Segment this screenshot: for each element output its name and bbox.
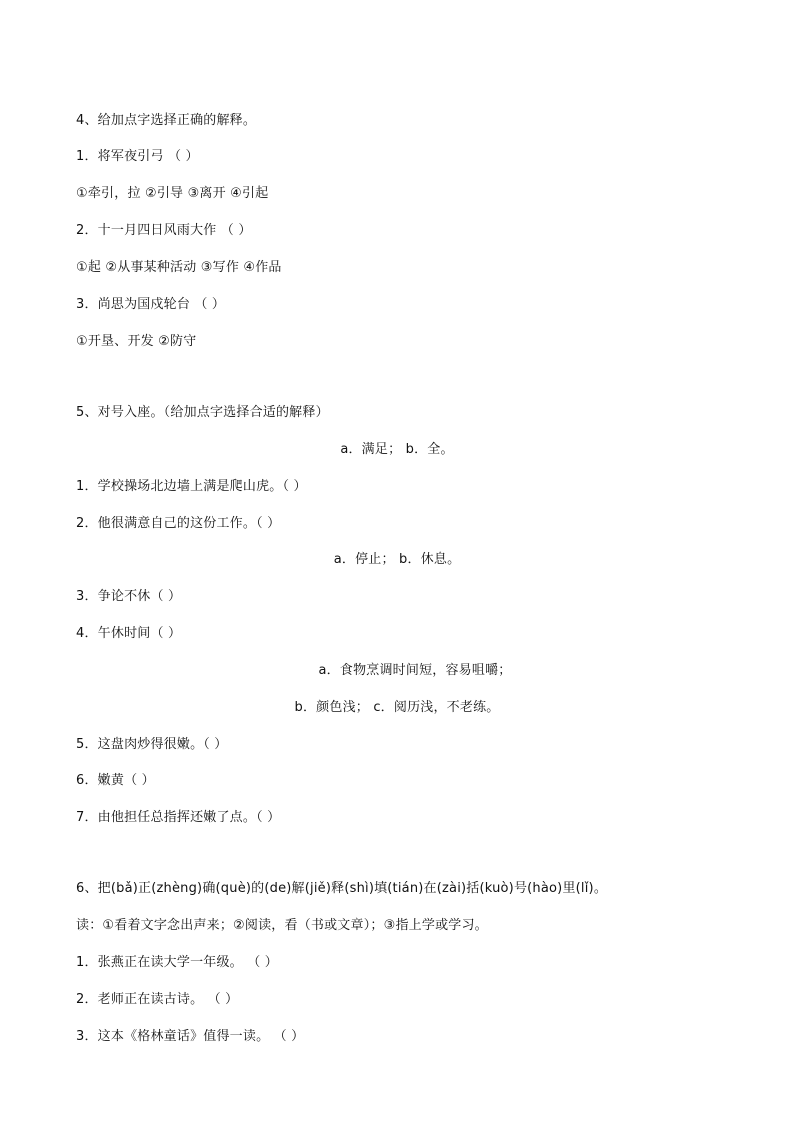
q4-options-2: ①起 ②从事某种活动 ③写作 ④作品 xyxy=(76,260,282,275)
q4-item-1: 1．将军夜引弓 （ ） xyxy=(76,149,199,164)
q6-item-1: 1．张燕正在读大学一年级。 （ ） xyxy=(76,955,278,970)
q6-item-2: 2．老师正在读古诗。 （ ） xyxy=(76,992,239,1007)
q4-item-2: 2．十一月四日风雨大作 （ ） xyxy=(76,223,252,238)
q4-options-3: ①开垦、开发 ②防守 xyxy=(76,334,197,349)
q5-meaning-1: a．满足； b．全。 xyxy=(340,442,454,457)
q5-meaning-3a: a．食物烹调时间短，容易咀嚼； xyxy=(318,663,512,678)
q6-meaning: 读：①看着文字念出声来；②阅读，看（书或文章）；③指上学或学习。 xyxy=(76,918,488,933)
q5-item-3: 3．争论不休（ ） xyxy=(76,589,182,604)
q5-item-1: 1．学校操场北边墙上满是爬山虎。（ ） xyxy=(76,479,307,494)
q5-meaning-3b: b．颜色浅； c．阅历浅，不老练。 xyxy=(294,700,500,715)
q4-options-1: ①牵引，拉 ②引导 ③离开 ④引起 xyxy=(76,186,269,201)
q6-title: 6、把(bǎ)正(zhèng)确(què)的(de)解(jiě)释(shì)填(tián)在(zài)括(kuò)号(hào)里(lǐ)。 xyxy=(76,881,608,896)
q5-item-6: 6．嫩黄（ ） xyxy=(76,773,155,788)
q5-item-5: 5．这盘肉炒得很嫩。（ ） xyxy=(76,737,228,752)
q4-item-3: 3．尚思为国戍轮台 （ ） xyxy=(76,297,226,312)
q5-item-2: 2．他很满意自己的这份工作。（ ） xyxy=(76,516,281,531)
q5-meaning-2: a．停止； b．休息。 xyxy=(333,552,461,567)
q5-title: 5、对号入座。（给加点字选择合适的解释） xyxy=(76,405,329,420)
q5-item-4: 4．午休时间（ ） xyxy=(76,626,182,641)
q6-item-3: 3．这本《格林童话》值得一读。 （ ） xyxy=(76,1029,305,1044)
q5-item-7: 7．由他担任总指挥还嫩了点。（ ） xyxy=(76,810,281,825)
q4-title: 4、给加点字选择正确的解释。 xyxy=(76,113,257,128)
